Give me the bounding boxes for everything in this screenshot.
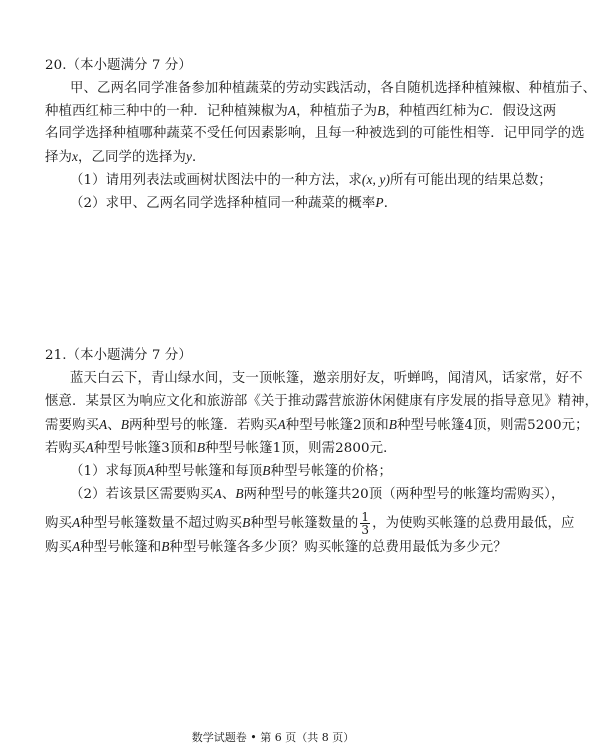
fraction-one-third: $\frac{1}{3}$	[361, 510, 370, 537]
q21-sub-2-line-3: 购买A种型号帐篷和B种型号帐篷各多少顶？购买帐篷的总费用最低为多少元？	[45, 539, 507, 555]
q20-line-2: 种植西红柿三种中的一种．记种植辣椒为A，种植茄子为B，种植西红柿为C．假设这两	[45, 103, 557, 119]
q20-line-3: 名同学选择种植哪种蔬菜不受任何因素影响，且每一种被选到的可能性相等．记甲同学的选	[45, 126, 585, 141]
q20-sub-2: （2）求甲、乙两名同学选择种植同一种蔬菜的概率P．	[70, 195, 398, 211]
q21-sub-1: （1）求每顶A种型号帐篷和每顶B种型号帐篷的价格；	[70, 463, 392, 479]
q20-sub-1: （1）请用列表法或画树状图法中的一种方法，求(x, y)所有可能出现的结果总数；	[70, 172, 552, 188]
q21-heading: 21.（本小题满分 7 分）	[45, 348, 192, 363]
var-a: A	[287, 103, 297, 118]
pair-xy: (x, y)	[361, 172, 391, 187]
q21-line-2: 惬意．某景区为响应文化和旅游部《关于推动露营旅游休闲健康有序发展的指导意见》精神，	[45, 394, 598, 409]
var-y: y	[185, 149, 193, 164]
var-x: x	[71, 149, 79, 164]
q21-sub-2: （2）若该景区需要购买A、B两种型号的帐篷共20顶（两种型号的帐篷均需购买），	[70, 486, 565, 502]
q21-line-4: 若购买A种型号帐篷3顶和B种型号帐篷1顶，则需2800元．	[45, 440, 397, 456]
var-b: B	[377, 103, 386, 118]
q21-line-1: 蓝天白云下，青山绿水间，支一顶帐篷，邀亲朋好友，听蝉鸣，闻清风，话家常，好不	[70, 371, 583, 386]
q20-line-4: 择为x，乙同学的选择为y．	[45, 149, 206, 165]
page-footer: 数学试题卷 • 第 6 页（共 8 页）	[191, 731, 355, 744]
q20-heading: 20.（本小题满分 7 分）	[45, 58, 192, 73]
var-c: C	[479, 103, 489, 118]
q20-line-1: 甲、乙两名同学准备参加种植蔬菜的劳动实践活动，各自随机选择种植辣椒、种植茄子、	[70, 81, 597, 96]
q21-line-3: 需要购买A、B两种型号的帐篷．若购买A种型号帐篷2顶和B种型号帐篷4顶，则需5200元；	[45, 417, 589, 433]
var-p: P	[375, 195, 384, 210]
q21-sub-2-line-2: 购买A种型号帐篷数量不超过购买B种型号帐篷数量的 $\frac{1}{3}$ ，为使购买帐篷的总费用最低，应	[45, 510, 575, 537]
